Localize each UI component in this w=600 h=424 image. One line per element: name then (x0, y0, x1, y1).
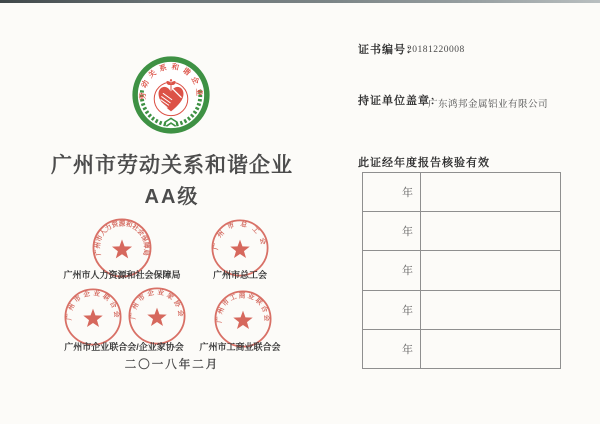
seal-label-industry-commerce: 广州市工商业联合会 (199, 342, 281, 352)
blank-cell (421, 330, 560, 368)
seal-ring-text: 广州市企业联合会 (66, 290, 120, 321)
blank-cell (421, 212, 560, 250)
seal-entrepreneurs-association (127, 286, 187, 346)
table-row (363, 173, 560, 212)
logo-ring-text: 劳动关系和谐企业 (138, 61, 204, 100)
seal-ring-text: 广州市企业家协会 (130, 289, 184, 320)
certificate-title: 广州市劳动关系和谐企业 (51, 154, 293, 177)
scan-top-edge (0, 0, 600, 3)
blank-cell (421, 251, 560, 289)
year-cell: 年 (363, 173, 421, 211)
year-cell: 年 (363, 330, 421, 368)
issue-date: 二〇一八年二月 (124, 359, 220, 371)
seal-enterprise-federation (63, 287, 123, 347)
certificate-number-value: 20181220008 (407, 45, 465, 55)
holder-seal-label: 持证单位盖章： (358, 95, 442, 107)
seal-label-enterprise-federation: 广州市企业联合会/企业家协会 (64, 342, 184, 352)
seal-ring-text: 广州市工商业联合会 (216, 292, 270, 324)
certificate-grade: AA级 (144, 186, 200, 208)
certificate-number-label: 证书编号： (358, 44, 418, 56)
table-row (363, 330, 560, 368)
blank-cell (421, 291, 560, 329)
seal-ring-text: 广州市人力资源和社会保障局 (94, 220, 150, 257)
annual-check-table (362, 172, 561, 369)
annual-check-note: 此证经年度报告核验有效 (358, 157, 490, 169)
blank-cell (421, 173, 560, 211)
harmony-emblem-logo (132, 56, 210, 134)
table-row (363, 251, 560, 290)
table-row (363, 212, 560, 251)
year-cell: 年 (363, 251, 421, 289)
seal-label-hr-bureau: 广州市人力资源和社会保障局 (63, 270, 181, 280)
seal-label-trade-union: 广州市总工会 (212, 270, 268, 280)
year-cell: 年 (363, 291, 421, 329)
holder-company-name: 广东鸿邦金属铝业有限公司 (428, 100, 549, 110)
year-cell: 年 (363, 212, 421, 250)
table-row (363, 291, 560, 330)
seal-ring-text: 广州市总工会 (212, 220, 268, 251)
